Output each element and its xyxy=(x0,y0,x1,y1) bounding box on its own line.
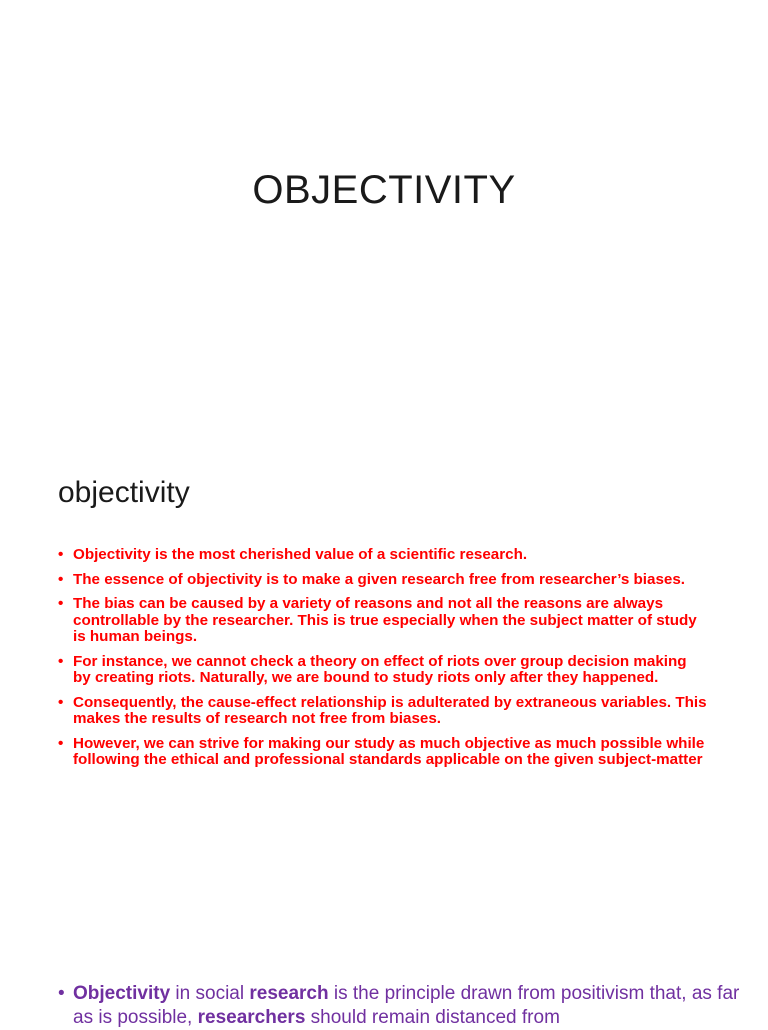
bullet-text: The bias can be caused by a variety of reasons and not all the reasons are always controllable by the researcher. This is true especially when the subject matter of study is human beings. xyxy=(73,595,697,645)
bullet-text: For instance, we cannot check a theory on effect of riots over group decision making by creating riots. Naturally, we are bound to study riots only after they happened. xyxy=(73,652,687,686)
bullet-item xyxy=(58,547,708,564)
text-segment: in social xyxy=(170,983,250,1004)
bullet-text: Objectivity is the most cherished value of a scientific research. xyxy=(73,546,528,563)
text-segment: should remain distanced from xyxy=(305,1007,560,1028)
bullet-dot: • xyxy=(58,693,64,711)
term-research: research xyxy=(249,983,329,1004)
bullet-item xyxy=(58,654,708,687)
bullet-item xyxy=(58,596,708,646)
bullet-list xyxy=(58,547,708,777)
text-segment: is the principle drawn from positivism that, as far as is possible, xyxy=(73,983,740,1028)
bullet-text: The essence of objectivity is to make a given research free from researcher’s biases. xyxy=(73,570,686,588)
bullet-dot: • xyxy=(58,983,65,1004)
term-researchers: researchers xyxy=(197,1007,306,1028)
bullet-dot: • xyxy=(58,734,64,752)
bullet-text: However, we can strive for making our study as much objective as much possible while following the ethical and professional standards applicable on the given subject-matter xyxy=(73,734,705,768)
bullet-item xyxy=(58,572,708,589)
bullet-text: Consequently, the cause-effect relationship is adulterated by extraneous variables. This makes the results of research not free from biases. xyxy=(73,693,707,727)
slide-1-title: OBJECTIVITY xyxy=(252,168,516,212)
bullet-dot: • xyxy=(58,546,64,563)
bullet-item xyxy=(58,736,708,769)
bullet-item xyxy=(58,695,708,728)
definition-paragraph xyxy=(58,982,763,1030)
bullet-dot: • xyxy=(58,595,64,612)
bullet-dot: • xyxy=(58,570,64,588)
slide-title xyxy=(0,0,768,432)
term-objectivity: Objectivity xyxy=(73,983,171,1004)
bullet-dot: • xyxy=(58,652,64,670)
slide-2-title: objectivity xyxy=(58,476,190,509)
